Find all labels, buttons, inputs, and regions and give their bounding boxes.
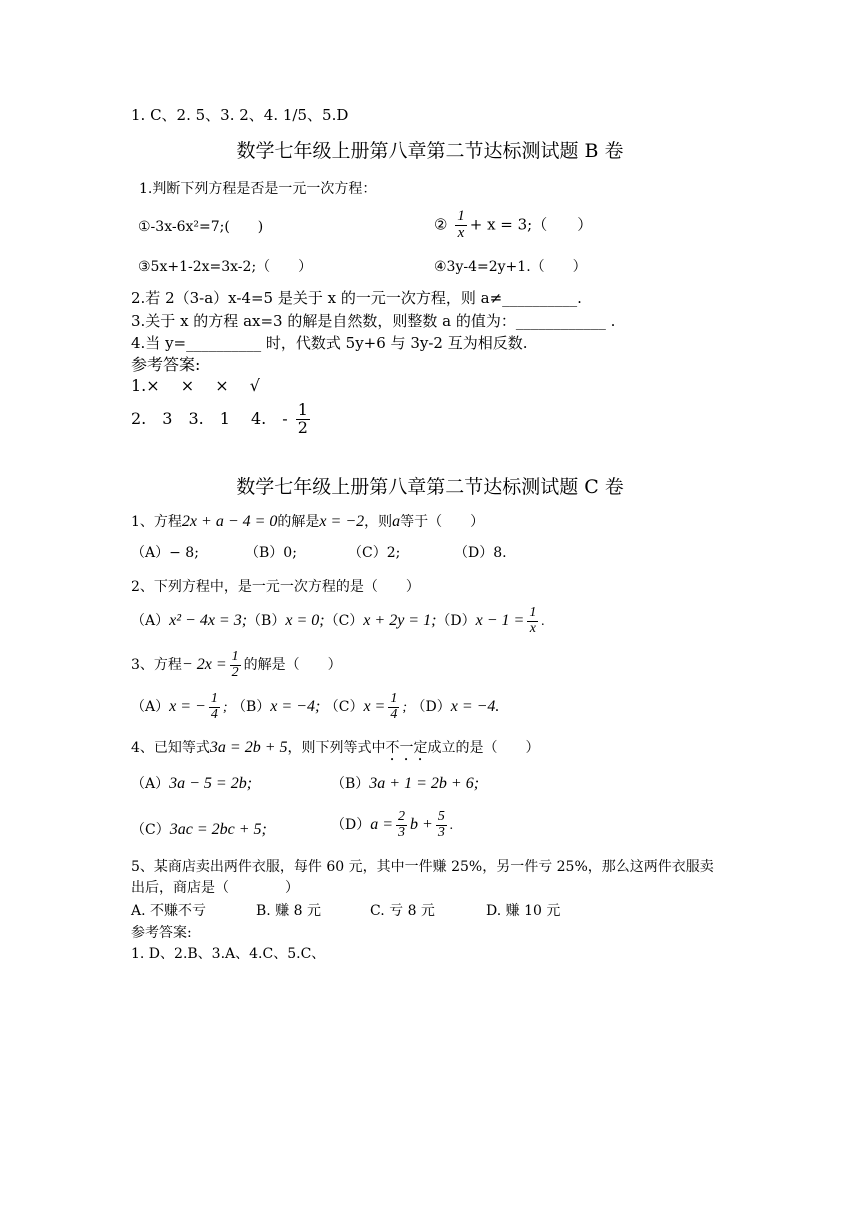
c-q4-option-a-label: （A） bbox=[131, 776, 170, 792]
b-q1-item-3: ③5x+1-2x=3x-2;（ ） bbox=[138, 259, 313, 275]
c-q4-option-d-fraction-2 bbox=[436, 810, 447, 840]
fraction-denominator: 4 bbox=[210, 706, 218, 722]
section-b-title: 数学七年级上册第八章第二节达标测试题 B 卷 bbox=[236, 140, 624, 162]
c-q4-stem bbox=[131, 740, 540, 764]
fraction-denominator: 4 bbox=[390, 706, 398, 722]
c-q2-options bbox=[131, 606, 545, 636]
b-q1-item-4: ④3y-4=2y+1.（ ） bbox=[434, 259, 587, 275]
section-c-title: 数学七年级上册第八章第二节达标测试题 C 卷 bbox=[236, 476, 624, 498]
c-q1-stem-d: 等于（ ） bbox=[400, 514, 485, 530]
c-q4-stem-c: 成立的是（ ） bbox=[427, 740, 540, 756]
c-q2-option-c-label: （C） bbox=[324, 613, 364, 630]
b-q4: 4.当 y=__________ 时，代数式 5y+6 与 3y-2 互为相反数. bbox=[131, 334, 528, 352]
c-q1-stem bbox=[131, 514, 484, 530]
c-q5-option-c: C. 亏 8 元 bbox=[370, 903, 435, 919]
c-q4-option-d-mid: b + bbox=[410, 816, 433, 834]
c-q4-option-d bbox=[331, 810, 453, 840]
c-q4-option-c-expr: 3ac = 2bc + 5; bbox=[169, 821, 267, 838]
b-answer-2-fraction bbox=[296, 402, 310, 437]
fraction-denominator: 3 bbox=[398, 824, 406, 840]
fraction-denominator: x bbox=[529, 620, 536, 636]
b-q1-item-2-prefix: ② bbox=[434, 215, 448, 234]
b-q1-item-1: ①-3x-6x²=7;( ) bbox=[138, 219, 264, 235]
c-answer-label: 参考答案: bbox=[131, 925, 192, 941]
fraction-denominator: 2 bbox=[231, 664, 239, 680]
c-q2-option-a: x² − 4x = 3; bbox=[169, 612, 248, 630]
fraction-denominator: 3 bbox=[437, 824, 445, 840]
c-q4-equation: 3a = 2b + 5 bbox=[209, 739, 288, 756]
c-q4-option-d-fraction-1 bbox=[396, 810, 407, 840]
c-q4-option-b-expr: 3a + 1 = 2b + 6; bbox=[369, 775, 480, 792]
c-q1-stem-c: ，则 bbox=[364, 514, 393, 530]
fraction-numerator: 1 bbox=[457, 208, 465, 224]
c-q3-option-d-label: （D） bbox=[411, 699, 451, 716]
c-q2-stem: 2、下列方程中，是一元一次方程的是（ ） bbox=[131, 579, 420, 595]
c-q3-option-c-fraction bbox=[388, 692, 399, 722]
c-q4-option-b-label: （B） bbox=[331, 776, 370, 792]
fraction-numerator: 1 bbox=[297, 400, 308, 419]
c-q3-option-a-fraction bbox=[209, 692, 220, 722]
c-q1-solution: x = −2 bbox=[319, 513, 365, 530]
c-q1-option-a: （A）− 8; bbox=[131, 545, 199, 561]
b-answer-1: 1.× × × √ bbox=[131, 376, 260, 395]
c-q3-option-c-label: （C） bbox=[324, 699, 364, 716]
c-q2-option-b: x = 0; bbox=[285, 612, 325, 630]
c-q5-line-1: 5、某商店卖出两件衣服，每件 60 元，其中一件赚 25%，另一件亏 25%，那么这两件衣服卖 bbox=[131, 859, 714, 875]
c-answer-line: 1. D、2.B、3.A、4.C、5.C、 bbox=[131, 946, 326, 962]
c-q3-option-a-end: ; bbox=[222, 700, 228, 716]
c-q1-option-c: （C）2; bbox=[348, 545, 401, 561]
c-q4-option-d-lhs: a = bbox=[370, 816, 394, 834]
fraction-denominator: 2 bbox=[297, 417, 308, 437]
c-q3-stem-b: 的解是（ ） bbox=[243, 657, 342, 674]
c-q3-option-b: x = −4; bbox=[270, 698, 321, 716]
b-q2: 2.若 2（3-a）x-4=5 是关于 x 的一元一次方程，则 a≠__________. bbox=[131, 289, 582, 307]
fraction-numerator: 2 bbox=[398, 809, 406, 824]
fraction-numerator: 1 bbox=[529, 605, 537, 620]
c-q1-variable: a bbox=[392, 513, 401, 530]
fraction-numerator: 1 bbox=[390, 691, 398, 706]
c-q5-option-d: D. 赚 10 元 bbox=[486, 903, 561, 919]
fraction-numerator: 1 bbox=[231, 649, 239, 664]
c-q4-stem-a: 4、已知等式 bbox=[131, 740, 210, 756]
c-q4-option-c-label: （C） bbox=[131, 822, 170, 838]
b-q1-stem: 1.判断下列方程是否是一元一次方程： bbox=[139, 181, 377, 197]
b-q1-item-2-fraction bbox=[455, 209, 467, 242]
c-q2-option-d-end: . bbox=[541, 614, 545, 630]
c-q3-option-c-lhs: x = bbox=[363, 698, 386, 716]
c-q4-option-d-label: （D） bbox=[331, 817, 371, 834]
c-q3-option-a-label: （A） bbox=[131, 699, 170, 716]
c-q1-option-d: （D）8. bbox=[454, 545, 507, 561]
c-q3-option-a-lhs: x = − bbox=[169, 698, 206, 716]
c-q4-option-b bbox=[331, 776, 479, 792]
c-q5-line-2: 出后，商店是（ ） bbox=[131, 880, 299, 896]
c-q4-stem-b: ，则下列等式中 bbox=[287, 740, 386, 756]
b-q3: 3.关于 x 的方程 ax=3 的解是自然数，则整数 a 的值为：____________ . bbox=[131, 312, 616, 330]
c-q2-option-c: x + 2y = 1; bbox=[363, 612, 437, 630]
b-q1-item-2 bbox=[434, 209, 592, 242]
fraction-denominator: x bbox=[457, 224, 465, 241]
c-q5-option-b: B. 赚 8 元 bbox=[256, 903, 321, 919]
c-q3-options bbox=[131, 692, 499, 722]
c-q4-option-c bbox=[131, 822, 267, 838]
fraction-numerator: 1 bbox=[210, 691, 218, 706]
b-answer-label: 参考答案: bbox=[131, 355, 201, 374]
c-q1-option-b: （B）0; bbox=[245, 545, 297, 561]
answers-line-a: 1. C、2. 5、3. 2、4. 1/5、5.D bbox=[131, 106, 349, 124]
c-q2-option-b-label: （B） bbox=[247, 613, 286, 630]
c-q2-option-d-fraction bbox=[527, 606, 538, 636]
c-q4-emphasis: 不一定 bbox=[385, 740, 428, 756]
c-q3-fraction bbox=[230, 650, 241, 680]
c-q4-option-a-expr: 3a − 5 = 2b; bbox=[169, 775, 253, 792]
c-q2-option-a-label: （A） bbox=[131, 613, 170, 630]
c-q1-stem-a: 1、方程 bbox=[131, 514, 182, 530]
b-answer-2 bbox=[131, 402, 313, 437]
c-q3-lhs: − 2x = bbox=[181, 656, 227, 674]
c-q3-stem-a: 3、方程 bbox=[131, 657, 182, 674]
c-q1-equation: 2x + a − 4 = 0 bbox=[181, 513, 278, 530]
c-q3-stem bbox=[131, 650, 342, 680]
c-q3-option-c-end: ; bbox=[402, 700, 408, 716]
c-q5-option-a: A. 不赚不亏 bbox=[131, 903, 207, 919]
c-q1-stem-b: 的解是 bbox=[277, 514, 320, 530]
c-q2-option-d-lhs: x − 1 = bbox=[475, 612, 525, 630]
c-q3-option-d: x = −4. bbox=[450, 698, 500, 716]
c-q4-option-d-end: . bbox=[449, 818, 454, 834]
b-answer-2-text: 2. 3 3. 1 4. - bbox=[131, 408, 288, 428]
c-q4-option-a bbox=[131, 776, 252, 792]
b-q1-item-2-rest: + x = 3;（ ） bbox=[469, 215, 593, 234]
c-q3-option-b-label: （B） bbox=[231, 699, 271, 716]
fraction-numerator: 5 bbox=[437, 809, 445, 824]
c-q2-option-d-label: （D） bbox=[436, 613, 476, 630]
